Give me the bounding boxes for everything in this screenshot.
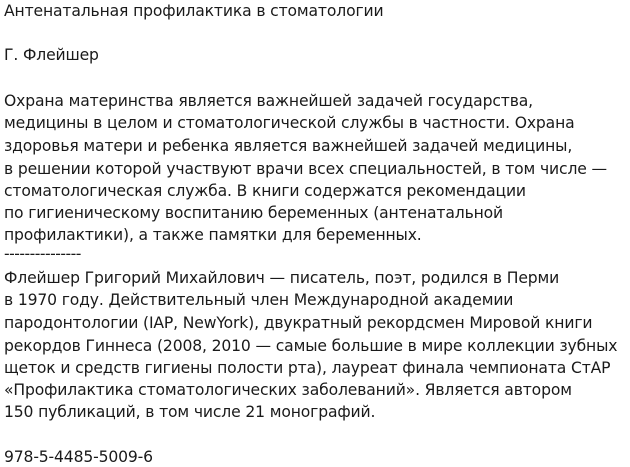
bio-line: пародонтологии (IAP, NewYork), двукратный рекордсмен Мировой книги bbox=[4, 314, 593, 332]
bio-line: Флейшер Григорий Михайлович — писатель, поэт, родился в Перми bbox=[4, 269, 560, 287]
isbn: 978-5-4485-5009-6 bbox=[4, 448, 153, 466]
bio-line: в 1970 году. Действительный член Международной академии bbox=[4, 291, 514, 309]
book-title: Антенатальная профилактика в стоматологии bbox=[4, 2, 384, 20]
annotation-line: по гигиеническому воспитанию беременных (антенатальной bbox=[4, 204, 504, 222]
bio-line: 150 публикаций, в том числе 21 монографий. bbox=[4, 403, 376, 421]
separator-line: --------------- bbox=[4, 245, 81, 263]
annotation-line: здоровья матери и ребенка является важнейшей задачей медицины, bbox=[4, 137, 573, 155]
annotation-line: профилактики), а также памятки для беременных. bbox=[4, 226, 422, 244]
annotation-line: медицины в целом и стоматологической службы в частности. Охрана bbox=[4, 114, 575, 132]
annotation-line: стоматологическая служба. В книги содержатся рекомендации bbox=[4, 182, 526, 200]
bio-line: рекордов Гиннеса (2008, 2010 — самые большие в мире коллекции зубных bbox=[4, 337, 618, 355]
book-author: Г. Флейшер bbox=[4, 46, 99, 64]
annotation-line: Охрана материнства является важнейшей задачей государства, bbox=[4, 92, 533, 110]
bio-line: «Профилактика стоматологических заболеваний». Является автором bbox=[4, 381, 572, 399]
annotation-line: в решении которой участвуют врачи всех специальностей, в том числе — bbox=[4, 160, 607, 178]
bio-line: щеток и средств гигиены полости рта), лауреат финала чемпионата СтАР bbox=[4, 359, 611, 377]
